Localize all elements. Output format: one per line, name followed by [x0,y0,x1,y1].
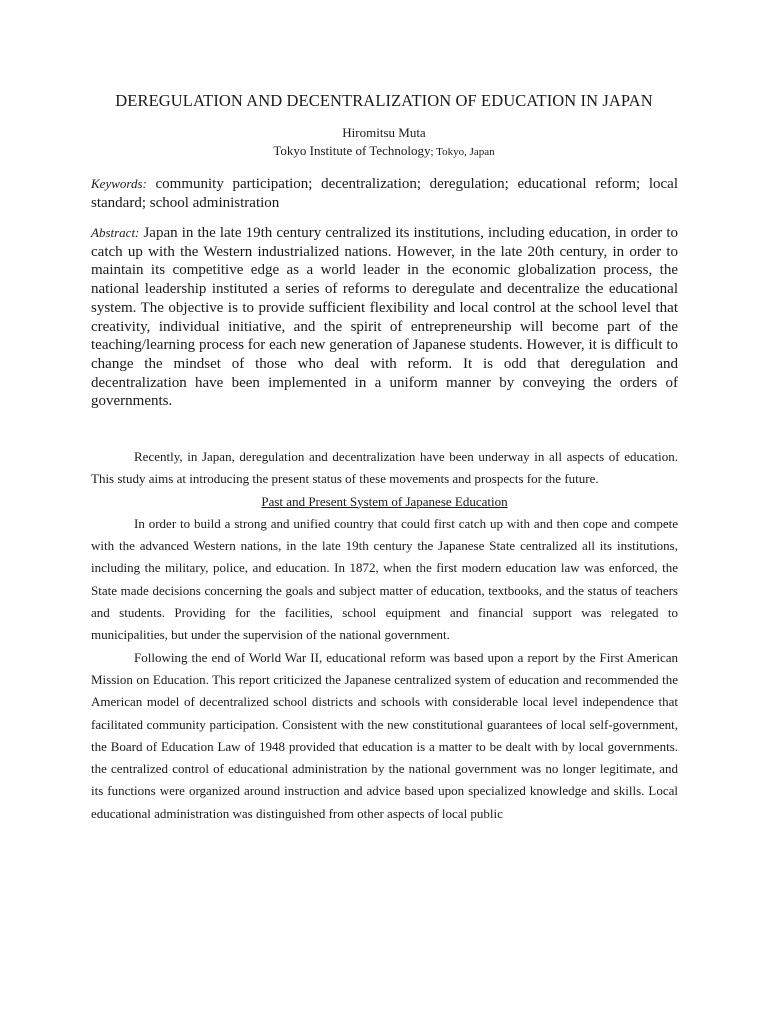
keywords-text: community participation; decentralization; deregulation; educational reform; local standard; school administration [91,176,678,211]
keywords-label: Keywords: [91,176,147,191]
body-paragraph-1: In order to build a strong and unified country that could first catch up with and then cope and compete with the advanced Western nations, in the late 19th century the Japanese State centralized all its institutions, including the military, police, and education. In 1872, when the first modern education law was enforced, the State made decisions concerning the goals and subject matter of education, textbooks, and the status of teachers and students. Providing for the facilities, school equipment and financial support was relegated to municipalities, but under the supervision of the national government. [91,515,678,643]
paper-title: DEREGULATION AND DECENTRALIZATION OF EDUCATION IN JAPAN [115,91,653,110]
institution-location: ; Tokyo, Japan [430,146,495,158]
body-paragraph-2: Following the end of World War II, educational reform was based upon a report by the First American Mission on Education. This report criticized the Japanese centralized system of education and recommended the American model of decentralized school districts and schools with considerable local level independence that facilitated community participation. Consistent with the new constitutional guarantees of local self-government, the Board of Education Law of 1948 provided that education is a matter to be dealt with by local governments. the centralized control of educational administration by the national government was no longer legitimate, and its functions were organized around instruction and advice based upon specialized knowledge and skills. Local educational administration was distinguished from other aspects of local public [91,649,678,821]
intro-paragraph: Recently, in Japan, deregulation and decentralization have been underway in all aspects of education. This study aims at introducing the present status of these movements and prospects for the future. [91,449,678,487]
author-name: Hiromitsu Muta [342,125,426,140]
body-text [91,446,678,825]
abstract-label: Abstract: [91,225,140,240]
institution-name: Tokyo Institute of Technology [273,143,431,158]
abstract [91,224,678,411]
section-heading: Past and Present System of Japanese Education [261,493,508,509]
keywords [91,174,678,213]
abstract-text: Japan in the late 19th century centralized its institutions, including education, in order to catch up with the Western industrialized nations. However, in the late 20th century, in order to maintain its competitive edge as a world leader in the economic globalization process, the national leadership instituted a series of reforms to deregulate and decentralize the educational system. The objective is to provide sufficient flexibility and local control at the school level that creativity, individual initiative, and the spirit of entrepreneurship will become part of the teaching/learning process for each new generation of Japanese students. However, it is difficult to change the mindset of those who deal with reform. It is odd that deregulation and decentralization have been implemented in a uniform manner by conveying the orders of governments. [91,225,678,410]
author-affiliation [0,143,768,159]
